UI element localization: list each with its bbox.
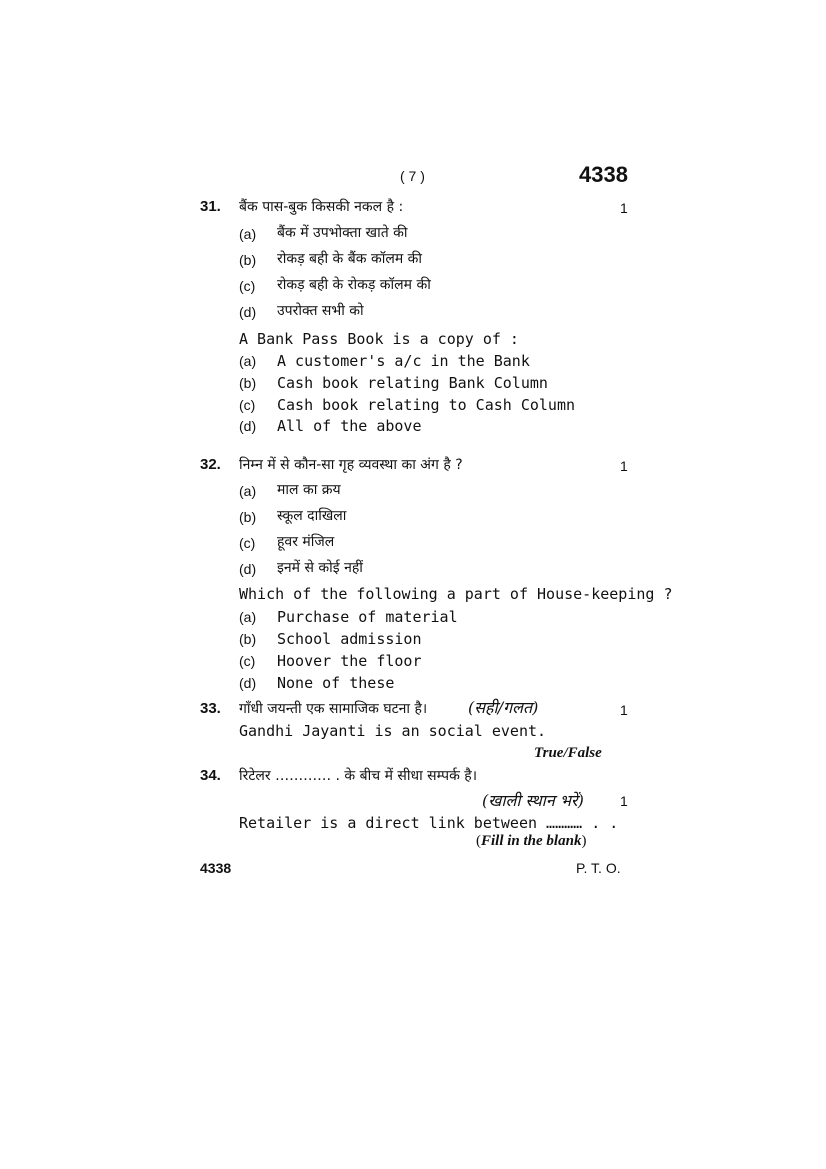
question-text-english: Which of the following a part of House-keeping ? xyxy=(239,585,673,603)
option-label: (a) xyxy=(239,483,257,499)
option-text-hindi: स्कूल दाखिला xyxy=(277,508,347,524)
option-label: (c) xyxy=(239,653,256,669)
option-label: (d) xyxy=(239,418,257,434)
option-text-english: Hoover the floor xyxy=(277,652,422,670)
option-label: (b) xyxy=(239,509,257,525)
question-marks: 1 xyxy=(620,458,628,474)
option-label: (a) xyxy=(239,609,257,625)
option-text-hindi: माल का क्रय xyxy=(277,482,341,498)
question-instruction-hindi: (सही/गलत) xyxy=(468,698,539,717)
fill-in-blank-label: Fill in the blank xyxy=(481,833,582,849)
option-text-english: All of the above xyxy=(277,417,422,435)
option-text-english: Cash book relating Bank Column xyxy=(277,374,548,392)
question-marks: 1 xyxy=(620,793,628,809)
page-number: ( 7 ) xyxy=(400,168,425,184)
option-text-hindi: रोकड़ बही के बैंक कॉलम की xyxy=(277,251,423,267)
option-label: (a) xyxy=(239,353,257,369)
question-text-english: A Bank Pass Book is a copy of : xyxy=(239,330,519,348)
question-number: 33. xyxy=(200,700,221,717)
footer-pto: P. T. O. xyxy=(576,860,621,876)
option-text-english: Cash book relating to Cash Column xyxy=(277,396,576,414)
option-label: (d) xyxy=(239,675,257,691)
option-text-hindi: हूवर मंजिल xyxy=(277,534,335,550)
question-instruction-english xyxy=(476,833,586,850)
footer-paper-code: 4338 xyxy=(200,860,232,876)
option-label: (b) xyxy=(239,375,257,391)
question-instruction-hindi: (खाली स्थान भरें) xyxy=(482,791,584,810)
option-label: (c) xyxy=(239,535,256,551)
question-number: 34. xyxy=(200,767,221,784)
option-text-english: None of these xyxy=(277,674,395,692)
option-text-english: School admission xyxy=(277,630,422,648)
paper-code: 4338 xyxy=(579,162,628,187)
question-text-hindi: निम्न में से कौन-सा गृह व्यवस्था का अंग है ? xyxy=(239,457,463,473)
option-text-hindi: उपरोक्त सभी को xyxy=(277,303,364,319)
option-text-hindi: बैंक में उपभोक्ता खाते की xyxy=(277,225,408,241)
question-number: 32. xyxy=(200,456,221,473)
paren-close: ) xyxy=(581,833,587,849)
option-text-english: A customer's a/c in the Bank xyxy=(277,352,530,370)
option-label: (d) xyxy=(239,561,257,577)
question-text-hindi: गाँधी जयन्ती एक सामाजिक घटना है। xyxy=(239,701,428,717)
question-text-hindi: बैंक पास-बुक किसकी नकल है : xyxy=(239,199,404,215)
option-label: (a) xyxy=(239,226,257,242)
paren-open: ( xyxy=(476,833,481,849)
option-label: (b) xyxy=(239,252,257,268)
option-label: (d) xyxy=(239,304,257,320)
option-text-english: Purchase of material xyxy=(277,608,458,626)
option-text-hindi: रोकड़ बही के रोकड़ कॉलम की xyxy=(277,277,431,293)
question-text-english: Retailer is a direct link between ………… . . xyxy=(239,814,619,832)
question-text-hindi: रिटेलर ………… . के बीच में सीधा सम्पर्क है। xyxy=(239,768,478,784)
question-marks: 1 xyxy=(620,200,628,216)
option-label: (b) xyxy=(239,631,257,647)
question-text-english: Gandhi Jayanti is an social event. xyxy=(239,722,547,740)
option-text-hindi: इनमें से कोई नहीं xyxy=(277,560,363,576)
question-instruction-english: True/False xyxy=(534,745,602,761)
option-label: (c) xyxy=(239,278,256,294)
question-number: 31. xyxy=(200,198,221,215)
option-label: (c) xyxy=(239,397,256,413)
question-marks: 1 xyxy=(620,702,628,718)
